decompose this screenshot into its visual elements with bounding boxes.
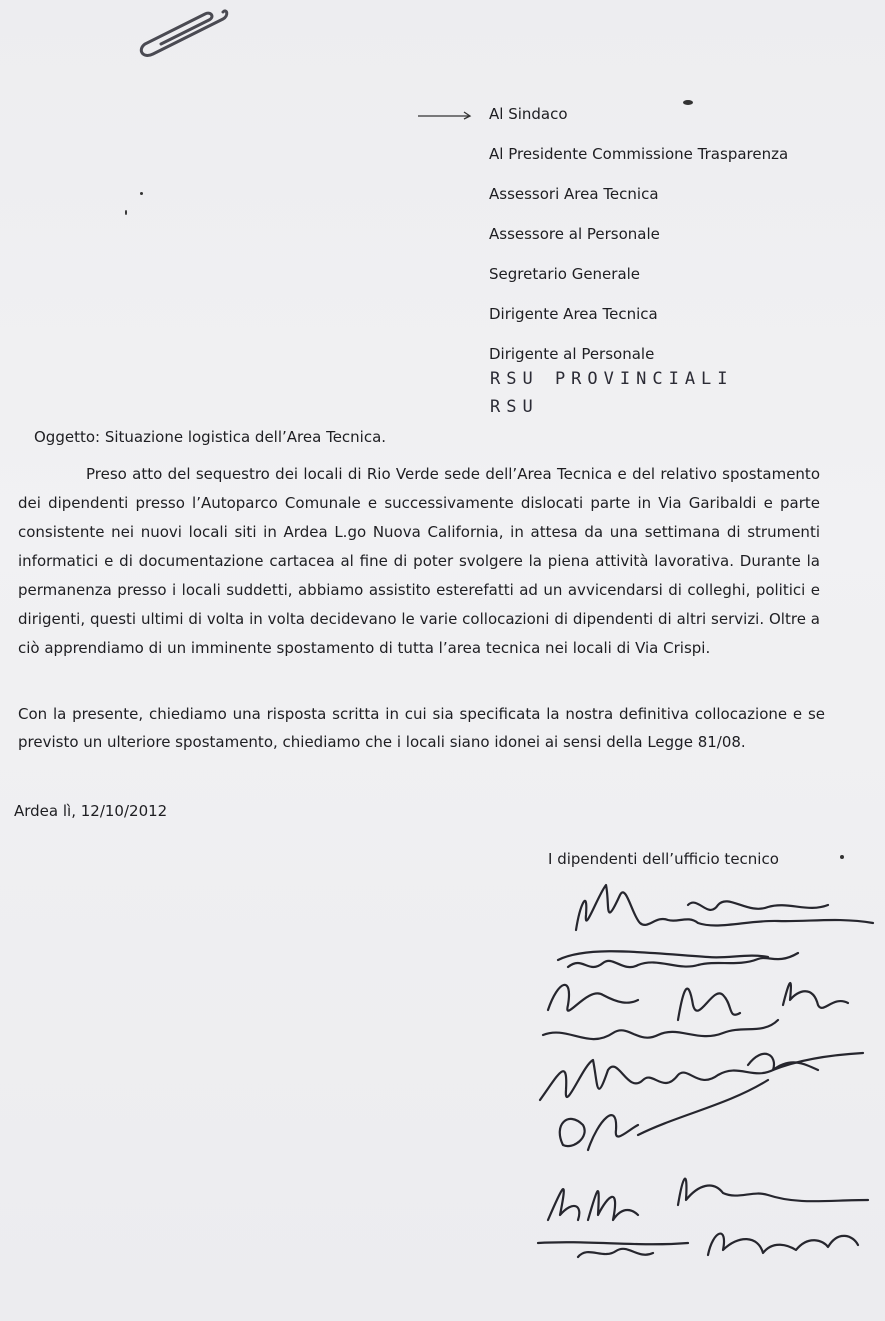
ink-speck: [125, 210, 127, 215]
recipient-item: Assessori Area Tecnica: [489, 185, 659, 203]
place-date: Ardea lì, 12/10/2012: [14, 802, 168, 820]
arrow-icon: [418, 110, 474, 122]
ink-speck: [840, 855, 844, 859]
ink-speck: [140, 192, 143, 195]
ink-speck: [683, 100, 693, 105]
handwritten-recipient: RSU PROVINCIALI: [490, 369, 734, 389]
recipient-list: [489, 103, 788, 383]
subject-line: Oggetto: Situazione logistica dell’Area Tecnica.: [34, 428, 387, 446]
recipient-item: Segretario Generale: [489, 265, 641, 283]
recipient-item: Dirigente al Personale: [489, 345, 655, 363]
signoff-line: I dipendenti dell’ufficio tecnico: [548, 850, 779, 868]
body-paragraph: Preso atto del sequestro dei locali di Rio Verde sede dell’Area Tecnica e del relativo spostamento dei dipendenti presso l’Autoparco Comunale e successivamente dislocati parte in Via Garibaldi e parte consistente nei nuovi locali siti in Ardea L.go Nuova California, in attesa da una settimana di strumenti informatici e di documentazione cartacea al fine di poter svolgere la piena attività lavorativa. Durante la permanenza presso i locali suddetti, abbiamo assistito esterefatti ad un avvicendarsi di colleghi, politici e dirigenti, questi ultimi di volta in volta decidevano le varie collocazioni di dipendenti di altri servizi. Oltre a ciò apprendiamo di un imminente spostamento di tutta l’area tecnica nei locali di Via Crispi.: [18, 465, 820, 657]
recipient-item: Dirigente Area Tecnica: [489, 305, 658, 323]
signatures: [528, 875, 878, 1315]
recipient-item: Al Presidente Commissione Trasparenza: [489, 145, 789, 163]
body-paragraph: Con la presente, chiediamo una risposta scritta in cui sia specificata la nostra definitiva collocazione e se previsto un ulteriore spostamento, chiediamo che i locali siano idonei ai sensi della Legge 81/08.: [18, 705, 825, 751]
recipient-item: Al Sindaco: [489, 105, 568, 123]
recipient-item: Assessore al Personale: [489, 225, 660, 243]
handwritten-recipient: RSU: [490, 397, 539, 417]
paperclip-icon: [135, 2, 235, 62]
